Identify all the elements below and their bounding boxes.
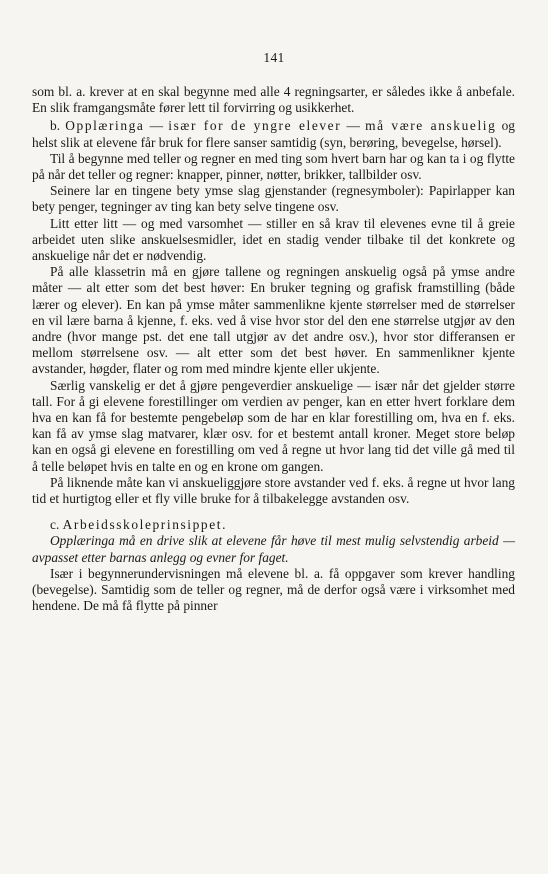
section-c-heading — [32, 517, 515, 533]
italic-paragraph: Opplæringa må en drive slik at elevene får høve til mest mulig selvstendig arbeid — avpasset etter barnas anlegg og evner for faget. — [32, 533, 515, 565]
spaced-emphasis: må være anskuelig — [365, 118, 497, 134]
paragraph: På alle klassetrin må en gjøre tallene og regningen anskuelig også på ymse andre måter — alt etter som det best høver: En bruker tegning og grafisk framstilling (både lærer og elever). En kan på ymse måter sammenlikne kjente størrelser med de størrelser en vil lære barna å kjenne, f. eks. ved å vise hvor stor del den ene størrelse utgjør av den andre (hvor mange pst. det ene tall utgjør av det andre osv.), hvor stor differansen er mellom størrelsene osv. — alt etter som det best høver. En sammenlikner kjente avstander, høgder, flater og rom med mindre kjente eller ukjente. — [32, 264, 515, 377]
section-b-label: b. — [50, 118, 61, 134]
body-text — [32, 84, 515, 615]
section-c-title: Arbeidsskoleprinsippet. — [62, 517, 228, 533]
section-b-heading: Opplæringa — [65, 118, 145, 134]
paragraph: Til å begynne med teller og regner en med ting som hvert barn har og kan ta i og flytte på når det teller og regner: knapper, pinner, nøtter, brikker, tallbilder osv. — [32, 150, 515, 183]
paragraph: Seinere lar en tingene bety ymse slag gjenstander (regnesymboler): Papirlapper kan bety penger, tegninger av ting kan bety selve tingene osv. — [32, 183, 515, 215]
page-number: 141 — [263, 50, 285, 65]
section-c-label: c. — [50, 517, 60, 533]
paragraph: som bl. a. krever at en skal begynne med alle 4 regningsarter, er således ikke å anbefale. En slik framgangsmåte fører lett til forvirring og usikkerhet. — [32, 84, 515, 116]
spaced-emphasis: især for de yngre elever — [168, 118, 342, 134]
paragraph: Især i begynnerundervisningen må elevene bl. a. få oppgaver som krever handling (bevegelse). Samtidig som de teller og regner, må de derfor også være i virksomhet med hendene. De må få flytte på pinner — [32, 565, 515, 614]
paragraph: Særlig vanskelig er det å gjøre pengeverdier anskuelige — især når det gjelder større tall. For å gi elevene forestillinger om verdien av penger, kan en etter hvert forklare dem hva en kan få for bestemte pengebeløp som de har en klar forestilling om, hva en f. eks. kan få av ymse slag matvarer, klær osv. for et bestemt antall kroner. Meget store beløp kan en også gi elevene en forestilling om ved å regne ut hvor lang tid det ville gå med til å telle beløpet hvis en talte en og en krone om gangen. — [32, 377, 515, 474]
paragraph: På liknende måte kan vi anskueliggjøre store avstander ved f. eks. å regne ut hvor lang tid et hurtigtog eller et fly ville bruke for å tilbakelegge avstanden osv. — [32, 474, 515, 507]
paragraph: Litt etter litt — og med varsomhet — stiller en så krav til elevenes evne til å greie arbeidet uten slike anskuelsesmidler, idet en stadig vender tilbake til det konkrete og anskuelige når det er nødvendig. — [32, 215, 515, 264]
section-b-paragraph: b. Opplæringa — især for de yngre elever — må være anskuelig og helst slik at elevene får bruk for flere sanser samtidig (syn, berøring, bevegelse, hørsel). — [32, 118, 515, 150]
